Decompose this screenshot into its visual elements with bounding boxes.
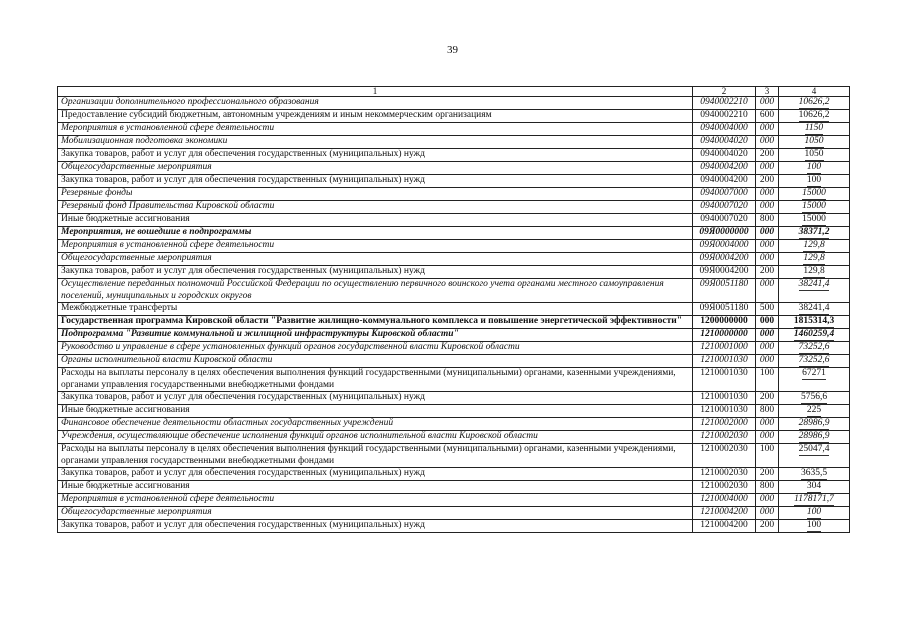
table-row [58, 342, 850, 355]
row-name: Закупка товаров, работ и услуг для обеспечения государственных (муниципальных) нужд [58, 175, 693, 188]
row-sum: 15000 [802, 214, 826, 224]
row-sum-cell [779, 316, 850, 329]
table-row [58, 494, 850, 507]
table-row [58, 431, 850, 444]
table-row [58, 279, 850, 303]
table-row [58, 392, 850, 405]
row-sum-cell [779, 368, 850, 392]
row-kvr: 000 [756, 97, 779, 110]
row-sum-cell [779, 279, 850, 303]
row-kvr: 000 [756, 342, 779, 355]
row-code: 1210002030 [693, 431, 756, 444]
row-kvr: 000 [756, 494, 779, 507]
row-sum: 25047,4 [798, 444, 830, 454]
row-kvr: 000 [756, 253, 779, 266]
budget-table [57, 86, 850, 533]
row-kvr: 000 [756, 279, 779, 303]
row-name: Закупка товаров, работ и услуг для обеспечения государственных (муниципальных) нужд [58, 520, 693, 533]
row-sum: 100 [806, 507, 822, 517]
row-sum-cell [779, 520, 850, 533]
table-row [58, 316, 850, 329]
table-row [58, 329, 850, 342]
table-row [58, 201, 850, 214]
row-name: Резервный фонд Правительства Кировской области [58, 201, 693, 214]
row-sum-cell [779, 494, 850, 507]
header-col-3: 3 [756, 87, 779, 97]
row-kvr: 000 [756, 355, 779, 368]
row-kvr: 200 [756, 266, 779, 279]
row-sum: 1460259,4 [793, 329, 835, 339]
table-row [58, 355, 850, 368]
row-name: Иные бюджетные ассигнования [58, 214, 693, 227]
row-sum-cell [779, 418, 850, 431]
header-col-4: 4 [779, 87, 850, 97]
row-sum-cell [779, 227, 850, 240]
row-kvr: 000 [756, 162, 779, 175]
row-code: 09Я0000000 [693, 227, 756, 240]
row-sum: 1050 [804, 149, 824, 159]
row-code: 1210000000 [693, 329, 756, 342]
row-kvr: 000 [756, 136, 779, 149]
row-kvr: 200 [756, 392, 779, 405]
row-sum-cell [779, 201, 850, 214]
row-code: 0940007020 [693, 214, 756, 227]
row-sum-cell [779, 303, 850, 316]
row-kvr: 000 [756, 188, 779, 201]
table-row [58, 481, 850, 494]
row-code: 09Я0051180 [693, 279, 756, 303]
table-row [58, 444, 850, 468]
row-name: Государственная программа Кировской области "Развитие жилищно-коммунального комплекса и повышение энергетической эффективности" [58, 316, 693, 329]
row-name: Расходы на выплаты персоналу в целях обеспечения выполнения функций государственными (муниципальными) органами, казенными учреждениями, органами управления государственными внебюджетными фондами [58, 368, 693, 392]
table-row [58, 149, 850, 162]
row-sum: 129,8 [803, 240, 825, 250]
table-row [58, 520, 850, 533]
row-sum-cell [779, 188, 850, 201]
row-sum-cell [779, 444, 850, 468]
row-kvr: 600 [756, 110, 779, 123]
row-sum-cell [779, 342, 850, 355]
row-code: 0940004200 [693, 162, 756, 175]
row-sum: 1150 [804, 123, 824, 133]
row-name: Мероприятия в установленной сфере деятельности [58, 494, 693, 507]
row-code: 1200000000 [693, 316, 756, 329]
row-name: Расходы на выплаты персоналу в целях обеспечения выполнения функций государственными (муниципальными) органами, казенными учреждениями, органами управления государственными внебюджетными фондами [58, 444, 693, 468]
row-name: Закупка товаров, работ и услуг для обеспечения государственных (муниципальных) нужд [58, 468, 693, 481]
table-row [58, 175, 850, 188]
row-sum: 73252,6 [798, 342, 830, 352]
table-row [58, 188, 850, 201]
row-sum-cell [779, 123, 850, 136]
row-sum: 15000 [802, 201, 826, 211]
row-name: Финансовое обеспечение деятельности областных государственных учреждений [58, 418, 693, 431]
row-sum-cell [779, 507, 850, 520]
row-sum-cell [779, 253, 850, 266]
row-sum: 28986,9 [798, 431, 830, 441]
row-kvr: 500 [756, 303, 779, 316]
row-code: 1210002030 [693, 444, 756, 468]
row-sum-cell [779, 97, 850, 110]
table-row [58, 405, 850, 418]
row-kvr: 000 [756, 431, 779, 444]
header-col-2: 2 [693, 87, 756, 97]
row-code: 1210004000 [693, 494, 756, 507]
row-code: 1210002000 [693, 418, 756, 431]
table-row [58, 368, 850, 392]
row-name: Мероприятия в установленной сфере деятельности [58, 123, 693, 136]
row-name: Закупка товаров, работ и услуг для обеспечения государственных (муниципальных) нужд [58, 266, 693, 279]
table-row [58, 214, 850, 227]
row-name: Иные бюджетные ассигнования [58, 481, 693, 494]
table-row [58, 507, 850, 520]
row-sum-cell [779, 110, 850, 123]
row-code: 09Я0051180 [693, 303, 756, 316]
row-code: 1210001030 [693, 392, 756, 405]
row-kvr: 000 [756, 418, 779, 431]
row-name: Иные бюджетные ассигнования [58, 405, 693, 418]
row-kvr: 200 [756, 468, 779, 481]
row-name: Подпрограмма "Развитие коммунальной и жилищной инфраструктуры Кировской области" [58, 329, 693, 342]
row-code: 1210002030 [693, 481, 756, 494]
row-sum-cell [779, 481, 850, 494]
row-name: Предоставление субсидий бюджетным, автономным учреждениям и иным некоммерческим организациям [58, 110, 693, 123]
table-row [58, 162, 850, 175]
row-code: 1210002030 [693, 468, 756, 481]
row-sum: 100 [806, 162, 822, 172]
row-sum-cell [779, 329, 850, 342]
row-code: 0940004020 [693, 136, 756, 149]
row-kvr: 000 [756, 329, 779, 342]
row-sum: 10626,2 [798, 110, 830, 120]
row-name: Мероприятия в установленной сфере деятельности [58, 240, 693, 253]
row-sum: 10626,2 [798, 97, 830, 107]
row-name: Межбюджетные трансферты [58, 303, 693, 316]
row-code: 09Я0004200 [693, 253, 756, 266]
row-sum-cell [779, 240, 850, 253]
row-sum: 38241,4 [798, 279, 830, 289]
row-name: Мероприятия, не вошедшие в подпрограммы [58, 227, 693, 240]
row-sum: 225 [806, 405, 822, 415]
table-row [58, 240, 850, 253]
row-sum-cell [779, 431, 850, 444]
row-sum: 67271 [802, 368, 826, 378]
row-code: 0940007020 [693, 201, 756, 214]
row-sum-cell [779, 175, 850, 188]
row-name: Общегосударственные мероприятия [58, 253, 693, 266]
row-sum: 129,8 [803, 266, 825, 276]
budget-table-body [58, 87, 850, 533]
row-kvr: 000 [756, 227, 779, 240]
row-code: 1210001000 [693, 342, 756, 355]
row-sum: 100 [806, 175, 822, 185]
row-name: Закупка товаров, работ и услуг для обеспечения государственных (муниципальных) нужд [58, 149, 693, 162]
row-sum-cell [779, 266, 850, 279]
row-kvr: 100 [756, 444, 779, 468]
row-kvr: 000 [756, 316, 779, 329]
table-row [58, 303, 850, 316]
row-sum-cell [779, 405, 850, 418]
row-kvr: 000 [756, 507, 779, 520]
row-sum: 73252,6 [798, 355, 830, 365]
table-header-row [58, 87, 850, 97]
row-kvr: 100 [756, 368, 779, 392]
table-row [58, 136, 850, 149]
row-name: Резервные фонды [58, 188, 693, 201]
row-kvr: 800 [756, 405, 779, 418]
row-name: Общегосударственные мероприятия [58, 507, 693, 520]
row-code: 09Я0004000 [693, 240, 756, 253]
row-sum: 15000 [802, 188, 826, 198]
row-code: 1210001030 [693, 368, 756, 392]
row-kvr: 800 [756, 481, 779, 494]
row-code: 09Я0004200 [693, 266, 756, 279]
row-kvr: 000 [756, 201, 779, 214]
row-code: 1210001030 [693, 355, 756, 368]
row-sum: 1815314,3 [793, 316, 835, 326]
row-sum: 38371,2 [798, 227, 830, 237]
row-sum: 129,8 [803, 253, 825, 263]
row-sum-cell [779, 468, 850, 481]
row-sum: 38241,4 [798, 303, 830, 313]
row-sum: 100 [806, 520, 822, 530]
row-sum-cell [779, 355, 850, 368]
row-kvr: 000 [756, 240, 779, 253]
row-kvr: 200 [756, 520, 779, 533]
row-name: Органы исполнительной власти Кировской области [58, 355, 693, 368]
row-kvr: 200 [756, 149, 779, 162]
header-col-1: 1 [58, 87, 693, 97]
row-sum-cell [779, 136, 850, 149]
row-sum: 28986,9 [798, 418, 830, 428]
row-sum-cell [779, 392, 850, 405]
table-row [58, 253, 850, 266]
table-row [58, 418, 850, 431]
row-code: 1210004200 [693, 507, 756, 520]
row-sum: 1178171,7 [794, 494, 834, 504]
row-name: Закупка товаров, работ и услуг для обеспечения государственных (муниципальных) нужд [58, 392, 693, 405]
row-sum-cell [779, 162, 850, 175]
row-name: Учреждения, осуществляющие обеспечение исполнения функций органов исполнительной власти Кировской области [58, 431, 693, 444]
row-kvr: 000 [756, 123, 779, 136]
table-row [58, 97, 850, 110]
row-name: Общегосударственные мероприятия [58, 162, 693, 175]
row-sum: 304 [806, 481, 822, 491]
row-code: 1210001030 [693, 405, 756, 418]
row-kvr: 200 [756, 175, 779, 188]
row-sum-cell [779, 149, 850, 162]
row-code: 0940004200 [693, 175, 756, 188]
row-code: 0940002210 [693, 97, 756, 110]
row-code: 0940004000 [693, 123, 756, 136]
row-name: Мобилизационная подготовка экономики [58, 136, 693, 149]
row-code: 1210004200 [693, 520, 756, 533]
row-name: Осуществление переданных полномочий Российской Федерации по осуществлению первичного воинского учета органами местного самоуправления поселений, муниципальных и городских округов [58, 279, 693, 303]
row-sum-cell [779, 214, 850, 227]
table-row [58, 227, 850, 240]
row-sum: 3635,5 [800, 468, 828, 478]
row-code: 0940002210 [693, 110, 756, 123]
page-number: 39 [447, 44, 458, 56]
row-code: 0940004020 [693, 149, 756, 162]
row-name: Руководство и управление в сфере установленных функций органов государственной власти Кировской области [58, 342, 693, 355]
table-row [58, 266, 850, 279]
row-name: Организации дополнительного профессионального образования [58, 97, 693, 110]
table-row [58, 468, 850, 481]
row-sum: 5756,6 [800, 392, 828, 402]
row-code: 0940007000 [693, 188, 756, 201]
table-row [58, 110, 850, 123]
row-sum: 1050 [804, 136, 824, 146]
table-row [58, 123, 850, 136]
row-kvr: 800 [756, 214, 779, 227]
